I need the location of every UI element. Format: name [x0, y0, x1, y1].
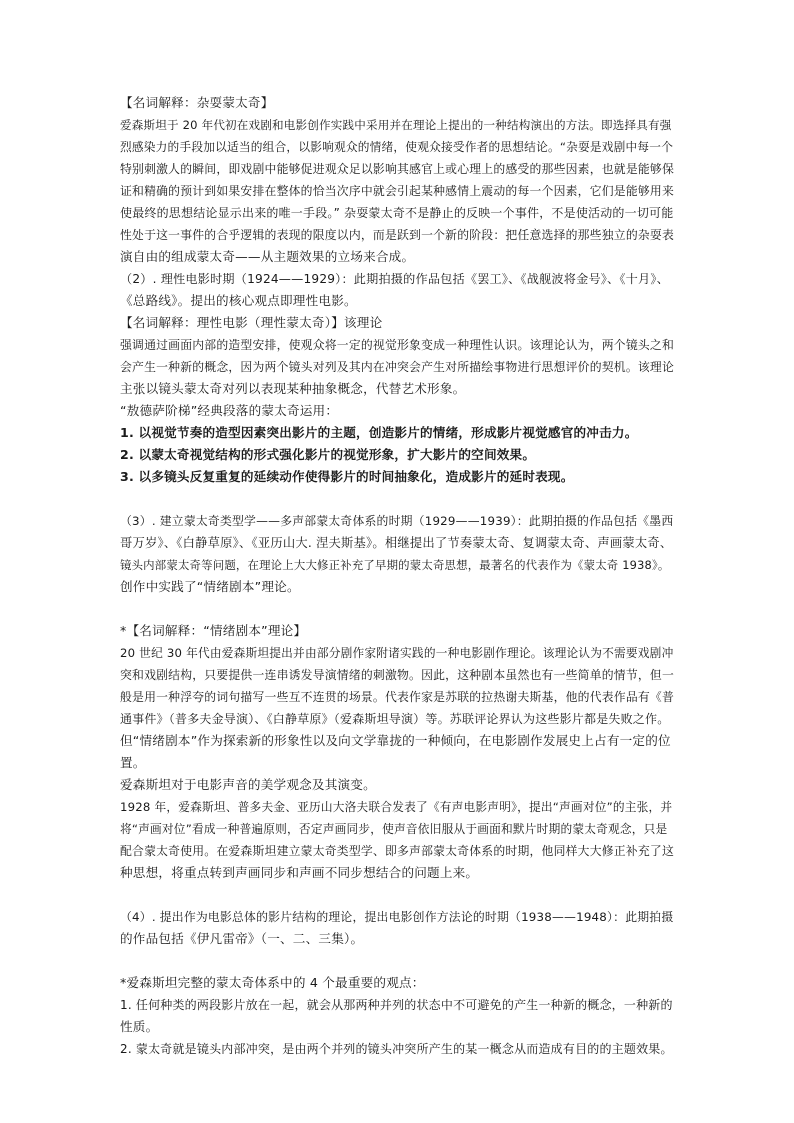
- paragraph-line: 会产生一种新的概念，因为两个镜头对列及其内在冲突会产生对所描绘事物进行思想评价的契机。该理论: [120, 360, 675, 374]
- list-item: 2. 以蒙太奇视觉结构的形式强化影片的视觉形象，扩大影片的空间效果。: [120, 447, 536, 462]
- term-heading-rational-cinema: 【名词解释：理性电影（理性蒙太奇）】该理论: [120, 315, 383, 330]
- term-heading-emotional-script: *【名词解释：“情绪剧本”理论】: [120, 623, 307, 638]
- paragraph-line: 通事件》（普多夫金导演）、《白静草原》（爱森斯坦导演）等。苏联评论界认为这些影片都是失败之作。: [120, 712, 670, 726]
- paragraph-line: 烈感染力的手段加以适当的组合，以影响观众的情绪，使观众接受作者的思想结论。“杂耍是戏剧中每一个: [120, 140, 674, 154]
- paragraph-line: 证和精确的预计到如果安排在整体的恰当次序中就会引起某种感情上震动的每一个因素，它们是能够用来: [120, 184, 675, 198]
- paragraph-line: 演自由的组成蒙太奇——从主题效果的立场来合成。: [120, 249, 415, 264]
- section-film-structure: （4）. 提出作为电影总体的影片结构的理论，提出电影创作方法论的时期（1938——1948）：此期拍摄: [120, 910, 674, 924]
- paragraph-line: 创作中实践了“情绪剧本”理论。: [120, 579, 300, 594]
- paragraph-line: 性处于这一事件的合乎逻辑的表现的限度以内，而是跃到一个新的阶段：把任意选择的那些独立的杂耍表: [120, 228, 675, 242]
- paragraph-line: 配合蒙太奇使用。在爱森斯坦建立蒙太奇类型学、即多声部蒙太奇体系的时期，他同样大大修正补充了这: [120, 844, 675, 858]
- section-rational-cinema: （2）. 理性电影时期（1924——1929）：此期拍摄的作品包括《罢工》、《战舰波将金号》、《十月》、: [120, 272, 669, 286]
- list-item: 1. 以视觉节奏的造型因素突出影片的主题，创造影片的情绪，形成影片视觉感官的冲击力。: [120, 425, 638, 440]
- sound-aesthetics-heading: 爱森斯坦对于电影声音的美学观念及其演变。: [120, 777, 376, 792]
- odessa-steps-heading: “敖德萨阶梯”经典段落的蒙太奇运用：: [120, 403, 339, 418]
- paragraph-line: 1928 年，爱森斯坦、普多夫金、亚历山大洛夫联合发表了《有声电影声明》，提出“声画对位”的主张，并: [120, 800, 673, 814]
- list-item: 1. 任何种类的两段影片放在一起，就会从那两种并列的状态中不可避免的产生一种新的概念，一种新的: [120, 998, 673, 1012]
- paragraph-line: 的作品包括《伊凡雷帝》（一、二、三集）。: [120, 931, 364, 946]
- term-heading-attraction-montage: 【名词解释：杂耍蒙太奇】: [120, 95, 274, 110]
- list-item: 3. 以多镜头反复重复的延续动作使得影片的时间抽象化，造成影片的延时表现。: [120, 469, 574, 484]
- paragraph-line: 20 世纪 30 年代由爱森斯坦提出并由部分剧作家附诸实践的一种电影剧作理论。该理论认为不需要戏剧冲: [120, 646, 674, 660]
- paragraph-line: 哥万岁》、《白静草原》、《亚历山大. 涅夫斯基》。相继提出了节奏蒙太奇、复调蒙太奇、声画蒙太奇、: [120, 536, 673, 550]
- list-item-continuation: 性质。: [120, 1019, 159, 1034]
- paragraph-line: 突和戏剧结构，只要提供一连串诱发导演情绪的刺激物。因此，这种剧本虽然也有一些简单的情节，但一: [120, 668, 675, 682]
- paragraph-line: 主张以镜头蒙太奇对列以表现某种抽象概念，代替艺术形象。: [120, 381, 466, 396]
- paragraph-line: 特别刺激人的瞬间，即戏剧中能够促进观众足以影响其感官上或心理上的感受的那些因素，也就是能够保: [120, 162, 675, 176]
- section-montage-typology: （3）. 建立蒙太奇类型学——多声部蒙太奇体系的时期（1929——1939）：此期拍摄的作品包括《墨西: [120, 514, 674, 528]
- paragraph-line: 强调通过画面内部的造型安排，使观众将一定的视觉形象变成一种理性认识。该理论认为，两个镜头之和: [120, 338, 675, 352]
- paragraph-line: 将“声画对位”看成一种普遍原则，否定声画同步，使声音依旧服从于画面和默片时期的蒙太奇观念，只是: [120, 822, 668, 836]
- key-viewpoints-heading: *爱森斯坦完整的蒙太奇体系中的 4 个最重要的观点：: [120, 975, 425, 990]
- paragraph-line: 使最终的思想结论显示出来的唯一手段。” 杂耍蒙太奇不是静止的反映一个事件，不是使活动的一切可能: [120, 206, 674, 220]
- list-item: 2. 蒙太奇就是镜头内部冲突，是由两个并列的镜头冲突所产生的某一概念从而造成有目的的主题效果。: [120, 1042, 673, 1056]
- paragraph-line: 爱森斯坦于 20 年代初在戏剧和电影创作实践中采用并在理论上提出的一种结构演出的方法。即选择具有强: [120, 118, 672, 132]
- paragraph-line: 置。: [120, 755, 146, 770]
- paragraph-line: 镜头内部蒙太奇等问题，在理论上大大修正补充了早期的蒙太奇思想，最著名的代表作为《蒙太奇 1938》。: [120, 558, 670, 572]
- paragraph-line: 种思想，将重点转到声画同步和声画不同步想结合的问题上来。: [120, 865, 479, 880]
- paragraph-line: 《总路线》。提出的核心观点即理性电影。: [120, 293, 357, 308]
- paragraph-line: 般是用一种浮夸的词句描写一些互不连贯的场景。代表作家是苏联的拉热谢夫斯基，他的代表作品有《普: [120, 690, 675, 704]
- paragraph-line: 但“情绪剧本”作为探索新的形象性以及向文学靠拢的一种倾向，在电影剧作发展史上占有一定的位: [120, 733, 671, 748]
